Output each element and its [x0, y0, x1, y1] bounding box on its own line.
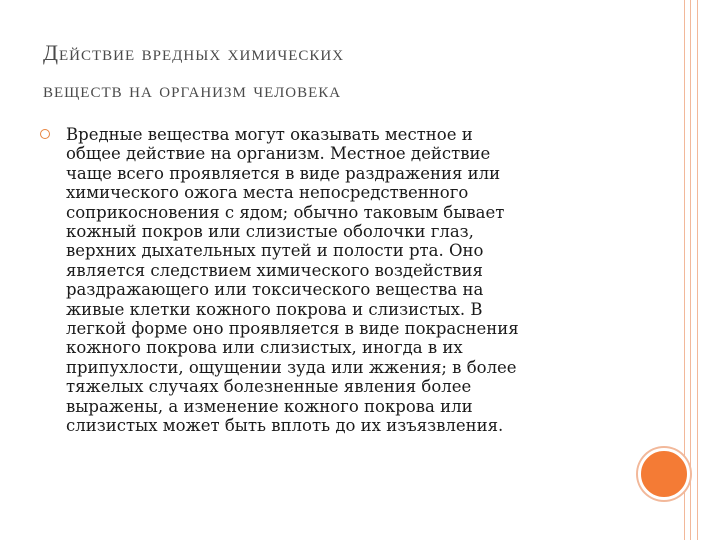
slide-title-line-2: веществ на организм человека	[43, 77, 342, 102]
body-line: является следствием химического воздействия	[66, 260, 483, 280]
decorative-circle-icon	[638, 448, 690, 500]
body-line: припухлости, ощущении зуда или жжения; в более	[66, 357, 517, 377]
body-line: кожного покрова или слизистых, иногда в их	[66, 338, 463, 358]
bullet-circle-icon	[40, 129, 50, 139]
slide-title	[43, 34, 643, 108]
body-line: Вредные вещества могут оказывать местное и	[66, 125, 473, 144]
body-line: легкой форме оно проявляется в виде покраснения	[66, 319, 519, 339]
body-line: слизистых может быть вплоть до их изъязвления.	[66, 416, 504, 436]
body-line: выражены, а изменение кожного покрова или	[66, 396, 473, 416]
body-line: соприкосновения с ядом; обычно таковым бывает	[66, 202, 505, 222]
bullet-text	[66, 125, 626, 436]
frame-line-right	[697, 0, 698, 540]
body-line: верхних дыхательных путей и полости рта. Оно	[66, 241, 484, 261]
body-line: живые клетки кожного покрова и слизистых. В	[66, 299, 483, 319]
body-line: чаще всего проявляется в виде раздражения или	[66, 163, 501, 183]
body-line: тяжелых случаях болезненные явления более	[66, 377, 472, 397]
body-line: кожный покров или слизистые оболочки глаз,	[66, 222, 474, 242]
body-line: химического ожога места непосредственного	[66, 183, 469, 203]
slide-title-line-1: Действие вредных химических	[43, 40, 345, 65]
body-line: общее действие на организм. Местное действие	[66, 144, 491, 164]
body-line: раздражающего или токсического вещества на	[66, 280, 484, 300]
frame-line-middle	[690, 0, 691, 540]
